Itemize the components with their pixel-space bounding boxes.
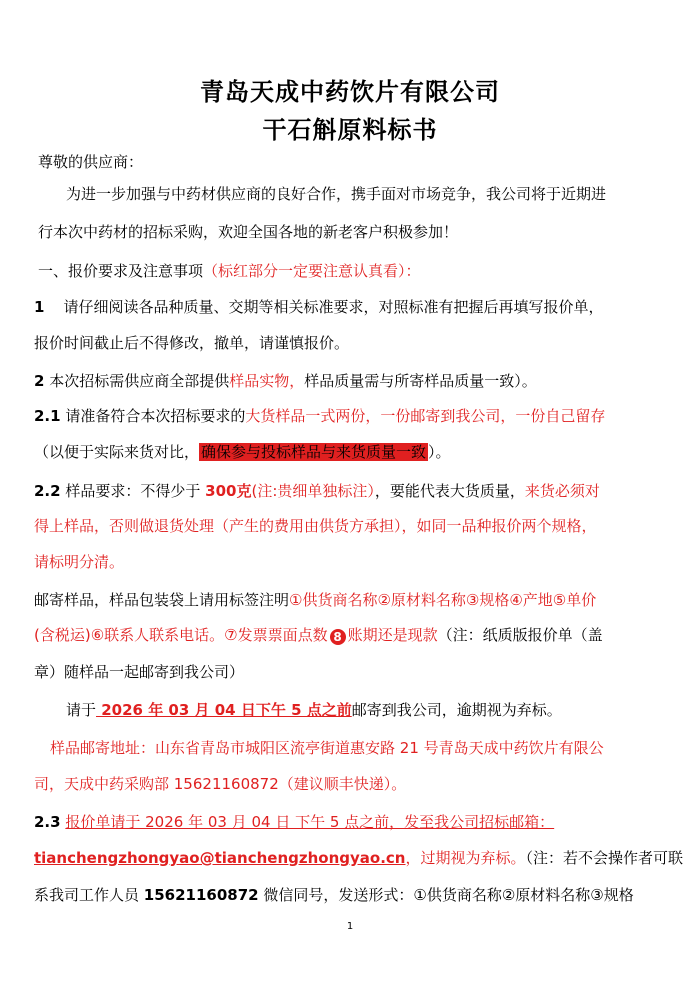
item-2-1-highlight: 确保参与投标样品与来货质量一致 bbox=[201, 443, 427, 461]
item-2-3-text-c2: 微信同号，发送形式：①供货商名称②原材料名称③规格 bbox=[263, 886, 634, 904]
item-2-3-line-2 bbox=[34, 848, 700, 868]
item-2-2-text-b: ，要能代表大货质量， bbox=[374, 482, 525, 500]
deadline-date: 2026 年 03 月 04 日下午 5 点之前 bbox=[96, 701, 352, 719]
mail-red-1: ①供货商名称②原材料名称③规格④产地⑤单价 bbox=[289, 591, 597, 609]
item-2-number: 2 bbox=[34, 372, 45, 390]
mail-line-1 bbox=[34, 590, 700, 610]
item-2-red: 样品实物， bbox=[229, 372, 305, 390]
item-2-text-a: 本次招标需供应商全部提供 bbox=[49, 372, 230, 390]
mail-text-b: （注：纸质版报价单（盖 bbox=[437, 626, 603, 644]
intro-line-2: 行本次中药材的招标采购，欢迎全国各地的新老客户积极参加！ bbox=[38, 223, 459, 241]
item-2-2-note: (注:贵细单独标注） bbox=[251, 482, 375, 500]
mail-red-2b: 账期还是现款 bbox=[347, 626, 438, 644]
intro-line-1: 为进一步加强与中药材供应商的良好合作，携手面对市场竞争，我公司将于近期进 bbox=[66, 185, 607, 203]
item-2-2-text-a: 样品要求：不得少于 bbox=[65, 482, 201, 500]
mail-line-3: 章）随样品一起邮寄到我公司） bbox=[34, 663, 245, 681]
item-2-1-number: 2.1 bbox=[34, 407, 61, 425]
item-2-2-line-1 bbox=[34, 481, 700, 501]
address-line-2: 司，天成中药采购部 15621160872（建议顺丰快递）。 bbox=[34, 775, 407, 793]
page-number: 1 bbox=[346, 921, 354, 932]
item-2-1-text-a: 请准备符合本次招标要求的 bbox=[65, 407, 246, 425]
item-2-2-line-2: 得上样品，否则做退货处理（产生的费用由供货方承担），如同一品种报价两个规格， bbox=[34, 517, 597, 535]
item-2-2-quantity: 300克 bbox=[205, 482, 252, 500]
section-1-title: 一、报价要求及注意事项 bbox=[38, 262, 204, 280]
item-2-3-line-3 bbox=[34, 885, 700, 905]
mail-line-2 bbox=[34, 625, 700, 645]
circled-eight-icon: 8 bbox=[330, 629, 346, 645]
email-link[interactable]: tianchengzhongyao@tianchengzhongyao.cn bbox=[34, 849, 406, 867]
deadline-line bbox=[66, 700, 700, 720]
item-2 bbox=[34, 371, 700, 391]
deadline-text-a: 请于 bbox=[66, 701, 97, 719]
item-2-1-text-b: （以便于实际来货对比， bbox=[34, 443, 200, 461]
contact-phone: 15621160872 bbox=[143, 886, 259, 904]
deadline-text-b: 邮寄到我公司，逾期视为弃标。 bbox=[351, 701, 562, 719]
item-2-2-red-1: 来货必须对 bbox=[524, 482, 600, 500]
mail-red-2a: (含税运)⑥联系人联系电话。⑦发票票面点数 bbox=[34, 626, 328, 644]
item-2-1-red: 大货样品一式两份，一份邮寄到我公司，一份自己留存 bbox=[245, 407, 606, 425]
section-1-heading bbox=[38, 261, 700, 281]
item-2-3-text-c1: 系我司工作人员 bbox=[34, 886, 140, 904]
address-line-1: 样品邮寄地址：山东省青岛市城阳区流亭街道惠安路 21 号青岛天成中药饮片有限公 bbox=[50, 739, 604, 757]
item-2-3-red: 报价单请于 2026 年 03 月 04 日 下午 5 点之前，发至我公司招标邮箱： bbox=[65, 813, 555, 831]
item-1-line-2: 报价时间截止后不得修改，撤单，请谨慎报价。 bbox=[34, 334, 350, 352]
item-2-3-text-b: （注：若不会操作者可联 bbox=[525, 849, 684, 867]
item-2-text-b: 样品质量需与所寄样品质量一致）。 bbox=[304, 372, 537, 390]
item-2-2-line-3: 请标明分清。 bbox=[34, 553, 125, 571]
item-2-3-red-2: ，过期视为弃标。 bbox=[405, 849, 526, 867]
item-1-text-a: 请仔细阅读各品种质量、交期等相关标准要求，对照标准有把握后再填写报价单， bbox=[63, 298, 604, 316]
item-2-2-number: 2.2 bbox=[34, 482, 61, 500]
greeting: 尊敬的供应商： bbox=[38, 153, 144, 171]
item-2-1-line-1 bbox=[34, 406, 700, 426]
section-1-note: （标红部分一定要注意认真看）： bbox=[203, 262, 421, 280]
document-title: 干石斛原料标书 bbox=[262, 116, 438, 144]
item-2-1-line-2 bbox=[34, 442, 700, 462]
item-1-line-1 bbox=[34, 297, 700, 317]
item-2-3-line-1 bbox=[34, 812, 700, 832]
item-2-3-number: 2.3 bbox=[34, 813, 61, 831]
item-2-1-text-c: ）。 bbox=[428, 443, 451, 461]
company-title: 青岛天成中药饮片有限公司 bbox=[200, 78, 500, 106]
mail-text-a: 邮寄样品，样品包装袋上请用标签注明 bbox=[34, 591, 290, 609]
item-1-number: 1 bbox=[34, 298, 45, 316]
